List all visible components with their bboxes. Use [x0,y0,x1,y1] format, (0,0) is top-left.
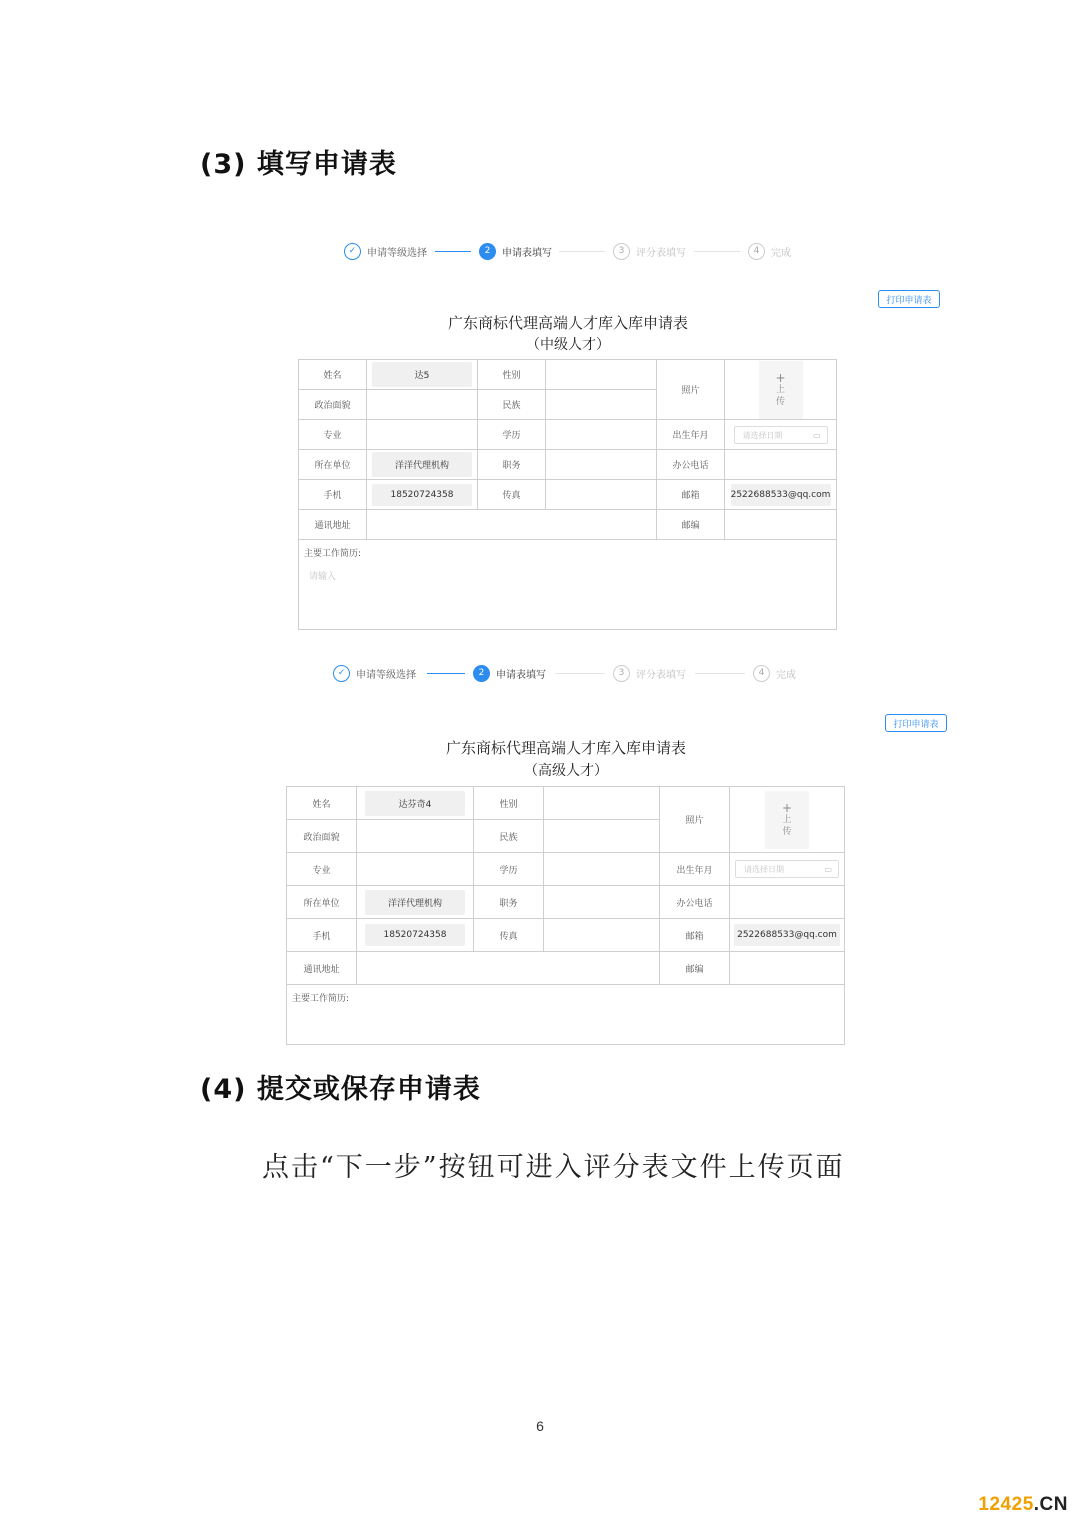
work-history-field[interactable] [287,985,845,1045]
gender-field[interactable] [546,360,657,390]
step-4-label: 完成 [771,247,791,259]
step-3-label: 评分表填写 [636,247,686,259]
label-unit: 所在单位 [299,450,367,480]
upload-char-1: 上 [782,814,792,825]
mobile-field[interactable] [357,919,474,952]
education-field[interactable] [544,853,660,886]
label-gender: 性别 [474,787,544,820]
date-placeholder: 请选择日期 [744,865,784,874]
label-postcode: 邮编 [660,952,730,985]
email-field[interactable] [725,480,837,510]
label-fax: 传真 [478,480,546,510]
office-phone-field[interactable] [730,886,845,919]
page-number: 6 [536,1418,544,1434]
ethnicity-field[interactable] [546,390,657,420]
step-3-number: 3 [613,243,630,260]
email-value[interactable]: 2522688533@qq.com [731,484,831,506]
step-2-label: 申请表填写 [496,669,546,681]
label-ethnicity: 民族 [478,390,546,420]
name-field[interactable] [367,360,478,390]
step-connector [555,673,605,674]
form-title: 广东商标代理高端人才库入库申请表 [445,739,686,757]
major-field[interactable] [367,420,478,450]
step-3-number: 3 [613,665,630,682]
calendar-icon: ▭ [824,865,832,874]
label-mobile: 手机 [299,480,367,510]
birth-field [730,853,845,886]
print-form-button[interactable]: 打印申请表 [885,714,947,732]
label-name: 姓名 [287,787,357,820]
postcode-field[interactable] [730,952,845,985]
step-1-label: 申请等级选择 [356,669,416,681]
step-4-number: 4 [748,243,765,260]
upload-char-2: 传 [782,826,792,837]
unit-value[interactable]: 洋洋代理机构 [372,452,472,477]
label-name: 姓名 [299,360,367,390]
label-email: 邮箱 [657,480,725,510]
label-major: 专业 [299,420,367,450]
date-picker[interactable] [735,860,839,878]
label-ethnicity: 民族 [474,820,544,853]
name-value[interactable]: 达芬奇4 [365,791,465,816]
step-connector [695,673,745,674]
photo-upload-button[interactable] [759,361,803,419]
step-connector [435,251,471,252]
name-value[interactable]: 达5 [372,362,472,387]
application-form-intermediate [298,359,838,625]
label-position: 职务 [474,886,544,919]
label-photo: 照片 [657,360,725,420]
political-field[interactable] [357,820,474,853]
ethnicity-field[interactable] [544,820,660,853]
step-4[interactable] [753,663,796,683]
step-3[interactable] [613,241,686,261]
label-postcode: 邮编 [657,510,725,540]
date-picker[interactable] [734,426,828,444]
name-field[interactable] [357,787,474,820]
label-work-history: 主要工作简历: [292,994,350,1004]
work-history-field[interactable] [299,540,837,630]
label-position: 职务 [478,450,546,480]
step-1[interactable] [344,241,427,261]
gender-field[interactable] [544,787,660,820]
label-email: 邮箱 [660,919,730,952]
label-major: 专业 [287,853,357,886]
photo-upload-button[interactable] [765,791,809,849]
form-subtitle: （中级人才） [526,337,610,353]
label-education: 学历 [478,420,546,450]
political-field[interactable] [367,390,478,420]
step-connector [559,251,605,252]
label-mobile: 手机 [287,919,357,952]
step-2[interactable] [479,241,552,261]
unit-field[interactable] [357,886,474,919]
calendar-icon: ▭ [812,430,821,440]
fax-field[interactable] [544,919,660,952]
step-1-label: 申请等级选择 [367,247,427,259]
step-3-label: 评分表填写 [636,669,686,681]
step-2-number: 2 [479,243,496,260]
work-history-placeholder [287,1004,844,1014]
plus-icon: + [781,800,793,815]
label-political: 政治面貌 [299,390,367,420]
label-birth: 出生年月 [660,853,730,886]
label-political: 政治面貌 [287,820,357,853]
step-4-label: 完成 [776,669,796,681]
step-2-label: 申请表填写 [502,247,552,259]
check-icon: ✓ [333,665,350,682]
label-address: 通讯地址 [299,510,367,540]
mobile-field[interactable] [367,480,478,510]
email-field[interactable] [730,919,845,952]
email-value[interactable]: 2522688533@qq.com [734,924,840,946]
photo-cell [730,787,845,853]
form-title: 广东商标代理高端人才库入库申请表 [447,314,688,332]
label-unit: 所在单位 [287,886,357,919]
label-gender: 性别 [478,360,546,390]
instruction-text: 点击“下一步”按钮可进入评分表文件上传页面 [262,1152,845,1183]
date-placeholder: 请选择日期 [742,430,783,440]
unit-value[interactable]: 洋洋代理机构 [365,890,465,915]
mobile-value[interactable]: 18520724358 [365,924,465,946]
step-1[interactable] [333,663,416,683]
section-heading-3: (3) 填写申请表 [200,149,397,180]
position-field[interactable] [546,450,657,480]
check-icon: ✓ [344,243,361,260]
section-heading-4: (4) 提交或保存申请表 [200,1074,481,1105]
form-subtitle: （高级人才） [524,763,608,779]
step-2[interactable] [473,663,546,683]
address-field[interactable] [357,952,660,985]
step-connector [694,251,740,252]
plus-icon: + [775,370,786,385]
watermark-main: 12425 [978,1494,1034,1515]
step-4[interactable] [748,241,791,261]
position-field[interactable] [544,886,660,919]
progress-steps [344,241,804,265]
unit-field[interactable] [367,450,478,480]
step-connector [427,673,465,674]
major-field[interactable] [357,853,474,886]
work-history-placeholder: 请输入 [309,572,337,582]
address-field[interactable] [367,510,657,540]
watermark-suffix: .CN [1033,1494,1068,1515]
step-4-number: 4 [753,665,770,682]
upload-char-2: 传 [775,396,785,407]
progress-steps [333,663,813,687]
label-work-history: 主要工作简历: [304,549,362,559]
mobile-value[interactable]: 18520724358 [372,484,472,506]
label-office-phone: 办公电话 [657,450,725,480]
postcode-field[interactable] [725,510,837,540]
label-address: 通讯地址 [287,952,357,985]
label-education: 学历 [474,853,544,886]
application-form-senior [286,786,846,1004]
label-office-phone: 办公电话 [660,886,730,919]
site-watermark [978,1494,1068,1516]
photo-cell [725,360,837,420]
print-form-button[interactable]: 打印申请表 [878,290,940,308]
label-photo: 照片 [660,787,730,853]
upload-char-1: 上 [775,384,785,395]
step-2-number: 2 [473,665,490,682]
label-birth: 出生年月 [657,420,725,450]
education-field[interactable] [546,420,657,450]
birth-field [725,420,837,450]
label-fax: 传真 [474,919,544,952]
office-phone-field[interactable] [725,450,837,480]
step-3[interactable] [613,663,686,683]
fax-field[interactable] [546,480,657,510]
